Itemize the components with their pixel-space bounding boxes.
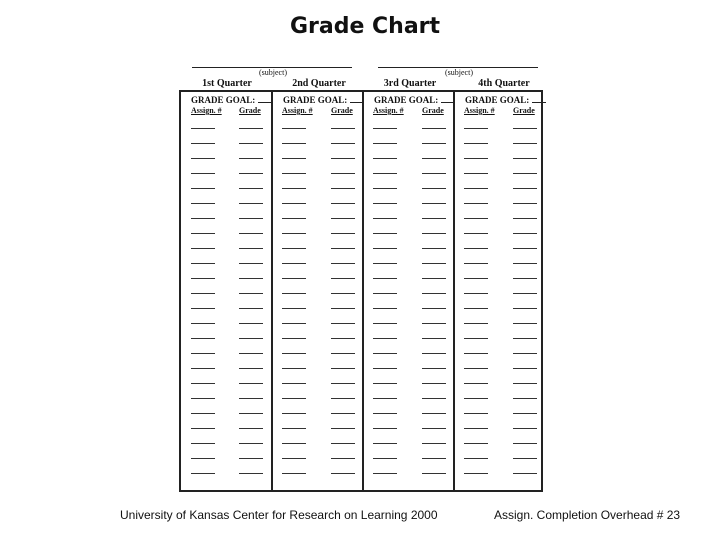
assign-blank-line: [282, 473, 306, 474]
grade-blank-line: [422, 428, 446, 429]
assign-blank-line: [191, 323, 215, 324]
grade-blank-line: [422, 443, 446, 444]
assign-blank-line: [464, 413, 488, 414]
grade-blank-line: [331, 443, 355, 444]
grade-goal-label: GRADE GOAL:: [465, 95, 546, 105]
assign-blank-line: [191, 473, 215, 474]
assign-blank-line: [282, 263, 306, 264]
assign-blank-line: [464, 128, 488, 129]
assign-blank-line: [282, 203, 306, 204]
grade-blank-line: [239, 203, 263, 204]
grade-blank-line: [513, 323, 537, 324]
grade-blank-line: [239, 443, 263, 444]
grade-blank-line: [513, 263, 537, 264]
assign-blank-line: [282, 143, 306, 144]
grade-blank-line: [239, 473, 263, 474]
assign-blank-line: [464, 443, 488, 444]
assign-blank-line: [373, 383, 397, 384]
assign-blank-line: [191, 413, 215, 414]
grade-blank-line: [239, 428, 263, 429]
assign-blank-line: [282, 233, 306, 234]
assign-blank-line: [191, 143, 215, 144]
assign-blank-line: [191, 338, 215, 339]
footer-credit: University of Kansas Center for Research on Learning 2000: [120, 508, 438, 522]
grade-blank-line: [239, 263, 263, 264]
grade-blank-line: [513, 128, 537, 129]
grade-blank-line: [239, 353, 263, 354]
grade-blank-line: [239, 413, 263, 414]
grade-blank-line: [513, 173, 537, 174]
grade-blank-line: [513, 308, 537, 309]
assign-blank-line: [373, 173, 397, 174]
grade-blank-line: [422, 158, 446, 159]
grade-blank-line: [513, 458, 537, 459]
assign-blank-line: [373, 263, 397, 264]
assign-blank-line: [373, 278, 397, 279]
assign-header: Assign. #: [373, 106, 404, 115]
assign-blank-line: [191, 263, 215, 264]
grade-blank-line: [239, 173, 263, 174]
assign-blank-line: [373, 428, 397, 429]
assign-header: Assign. #: [191, 106, 222, 115]
grade-blank-line: [513, 443, 537, 444]
assign-blank-line: [282, 278, 306, 279]
grade-header: Grade: [513, 106, 535, 115]
assign-blank-line: [282, 458, 306, 459]
assign-blank-line: [464, 473, 488, 474]
assign-blank-line: [191, 428, 215, 429]
grade-blank-line: [513, 248, 537, 249]
grade-blank-line: [239, 248, 263, 249]
grade-blank-line: [513, 278, 537, 279]
page-title: Grade Chart: [289, 14, 441, 39]
grade-blank-line: [331, 263, 355, 264]
grade-blank-line: [422, 383, 446, 384]
assign-blank-line: [373, 158, 397, 159]
grade-blank-line: [422, 263, 446, 264]
assign-blank-line: [191, 278, 215, 279]
grade-blank-line: [422, 473, 446, 474]
assign-blank-line: [191, 458, 215, 459]
grade-blank-line: [513, 293, 537, 294]
assign-blank-line: [191, 383, 215, 384]
assign-blank-line: [191, 353, 215, 354]
grade-blank-line: [331, 248, 355, 249]
grade-blank-line: [422, 413, 446, 414]
assign-blank-line: [191, 398, 215, 399]
assign-blank-line: [373, 353, 397, 354]
grade-blank-line: [513, 398, 537, 399]
assign-blank-line: [191, 158, 215, 159]
grade-blank-line: [331, 218, 355, 219]
assign-blank-line: [191, 368, 215, 369]
grade-goal-label: GRADE GOAL:: [283, 95, 364, 105]
grade-goal-label: GRADE GOAL:: [374, 95, 455, 105]
grade-header: Grade: [422, 106, 444, 115]
grade-blank-line: [331, 158, 355, 159]
grade-blank-line: [422, 368, 446, 369]
assign-blank-line: [191, 128, 215, 129]
assign-blank-line: [373, 323, 397, 324]
assign-blank-line: [373, 248, 397, 249]
assign-blank-line: [464, 428, 488, 429]
quarter-label-4: 4th Quarter: [478, 78, 530, 89]
grade-blank-line: [239, 458, 263, 459]
grade-blank-line: [331, 458, 355, 459]
assign-blank-line: [282, 218, 306, 219]
quarter-label-2: 2nd Quarter: [292, 78, 346, 89]
grade-blank-line: [422, 278, 446, 279]
assign-blank-line: [282, 128, 306, 129]
assign-blank-line: [282, 428, 306, 429]
assign-blank-line: [373, 188, 397, 189]
quarter-label-3: 3rd Quarter: [383, 78, 437, 89]
grade-blank-line: [331, 143, 355, 144]
assign-blank-line: [282, 188, 306, 189]
grade-blank-line: [513, 368, 537, 369]
assign-blank-line: [191, 443, 215, 444]
grade-blank-line: [239, 218, 263, 219]
grade-blank-line: [331, 293, 355, 294]
grade-blank-line: [422, 293, 446, 294]
grade-blank-line: [239, 128, 263, 129]
assign-blank-line: [464, 158, 488, 159]
assign-blank-line: [464, 458, 488, 459]
assign-blank-line: [282, 398, 306, 399]
assign-blank-line: [191, 188, 215, 189]
assign-blank-line: [373, 458, 397, 459]
assign-blank-line: [464, 323, 488, 324]
grade-blank-line: [422, 128, 446, 129]
assign-blank-line: [282, 308, 306, 309]
grade-blank-line: [513, 158, 537, 159]
grade-blank-line: [239, 158, 263, 159]
grade-blank-line: [422, 458, 446, 459]
grade-header: Grade: [239, 106, 261, 115]
quarter-label-1: 1st Quarter: [202, 78, 252, 89]
assign-blank-line: [373, 338, 397, 339]
assign-blank-line: [282, 413, 306, 414]
assign-blank-line: [282, 248, 306, 249]
grade-header: Grade: [331, 106, 353, 115]
assign-blank-line: [282, 353, 306, 354]
grade-blank-line: [422, 188, 446, 189]
assign-header: Assign. #: [282, 106, 313, 115]
grade-blank-line: [513, 203, 537, 204]
assign-blank-line: [464, 218, 488, 219]
grade-blank-line: [331, 233, 355, 234]
grade-blank-line: [239, 338, 263, 339]
grade-blank-line: [331, 353, 355, 354]
grade-blank-line: [331, 413, 355, 414]
assign-blank-line: [464, 383, 488, 384]
assign-blank-line: [191, 233, 215, 234]
assign-blank-line: [282, 323, 306, 324]
grade-blank-line: [422, 308, 446, 309]
assign-blank-line: [464, 278, 488, 279]
grade-blank-line: [513, 143, 537, 144]
grade-blank-line: [513, 428, 537, 429]
grade-blank-line: [513, 233, 537, 234]
grade-blank-line: [331, 278, 355, 279]
quarter-column-1: [181, 92, 271, 490]
assign-blank-line: [373, 308, 397, 309]
grade-blank-line: [513, 413, 537, 414]
grade-blank-line: [239, 368, 263, 369]
assign-blank-line: [282, 338, 306, 339]
grade-blank-line: [239, 233, 263, 234]
grade-blank-line: [331, 428, 355, 429]
assign-blank-line: [464, 368, 488, 369]
assign-blank-line: [373, 443, 397, 444]
grade-blank-line: [422, 143, 446, 144]
assign-blank-line: [464, 248, 488, 249]
assign-blank-line: [191, 218, 215, 219]
grade-blank-line: [513, 353, 537, 354]
assign-blank-line: [464, 308, 488, 309]
assign-blank-line: [282, 368, 306, 369]
assign-blank-line: [282, 443, 306, 444]
grade-blank-line: [239, 293, 263, 294]
assign-blank-line: [373, 128, 397, 129]
grade-blank-line: [239, 398, 263, 399]
assign-blank-line: [191, 308, 215, 309]
assign-blank-line: [282, 383, 306, 384]
subject-label-right: (subject): [445, 68, 473, 77]
grade-blank-line: [239, 323, 263, 324]
grade-blank-line: [239, 143, 263, 144]
grade-blank-line: [422, 248, 446, 249]
grade-chart-table: [179, 90, 543, 492]
assign-blank-line: [373, 143, 397, 144]
quarter-column-3: [362, 92, 453, 490]
assign-blank-line: [373, 368, 397, 369]
grade-blank-line: [513, 218, 537, 219]
assign-blank-line: [373, 473, 397, 474]
grade-blank-line: [331, 473, 355, 474]
assign-blank-line: [464, 233, 488, 234]
assign-blank-line: [464, 353, 488, 354]
assign-blank-line: [373, 233, 397, 234]
assign-blank-line: [464, 293, 488, 294]
assign-blank-line: [191, 173, 215, 174]
grade-blank-line: [331, 398, 355, 399]
assign-blank-line: [191, 248, 215, 249]
grade-blank-line: [422, 218, 446, 219]
assign-blank-line: [282, 158, 306, 159]
assign-blank-line: [282, 173, 306, 174]
assign-blank-line: [464, 203, 488, 204]
grade-blank-line: [331, 323, 355, 324]
assign-header: Assign. #: [464, 106, 495, 115]
assign-blank-line: [191, 203, 215, 204]
grade-blank-line: [422, 173, 446, 174]
assign-blank-line: [464, 338, 488, 339]
assign-blank-line: [282, 293, 306, 294]
grade-blank-line: [422, 398, 446, 399]
grade-blank-line: [513, 338, 537, 339]
grade-blank-line: [331, 203, 355, 204]
grade-blank-line: [331, 173, 355, 174]
assign-blank-line: [373, 413, 397, 414]
grade-blank-line: [331, 308, 355, 309]
grade-blank-line: [331, 128, 355, 129]
grade-blank-line: [239, 278, 263, 279]
grade-blank-line: [513, 188, 537, 189]
grade-blank-line: [239, 308, 263, 309]
assign-blank-line: [373, 203, 397, 204]
subject-label-left: (subject): [259, 68, 287, 77]
grade-goal-label: GRADE GOAL:: [191, 95, 272, 105]
grade-blank-line: [422, 323, 446, 324]
grade-blank-line: [513, 383, 537, 384]
assign-blank-line: [464, 173, 488, 174]
grade-blank-line: [422, 353, 446, 354]
quarter-column-4: [453, 92, 541, 490]
grade-blank-line: [331, 368, 355, 369]
grade-blank-line: [331, 188, 355, 189]
assign-blank-line: [373, 293, 397, 294]
grade-blank-line: [239, 188, 263, 189]
grade-blank-line: [422, 203, 446, 204]
assign-blank-line: [464, 188, 488, 189]
grade-blank-line: [331, 338, 355, 339]
grade-blank-line: [513, 473, 537, 474]
assign-blank-line: [464, 143, 488, 144]
assign-blank-line: [464, 398, 488, 399]
grade-blank-line: [422, 338, 446, 339]
assign-blank-line: [464, 263, 488, 264]
quarter-column-2: [271, 92, 362, 490]
grade-blank-line: [331, 383, 355, 384]
grade-blank-line: [239, 383, 263, 384]
grade-blank-line: [422, 233, 446, 234]
assign-blank-line: [373, 398, 397, 399]
assign-blank-line: [373, 218, 397, 219]
footer-overhead-number: Assign. Completion Overhead # 23: [494, 508, 681, 522]
assign-blank-line: [191, 293, 215, 294]
